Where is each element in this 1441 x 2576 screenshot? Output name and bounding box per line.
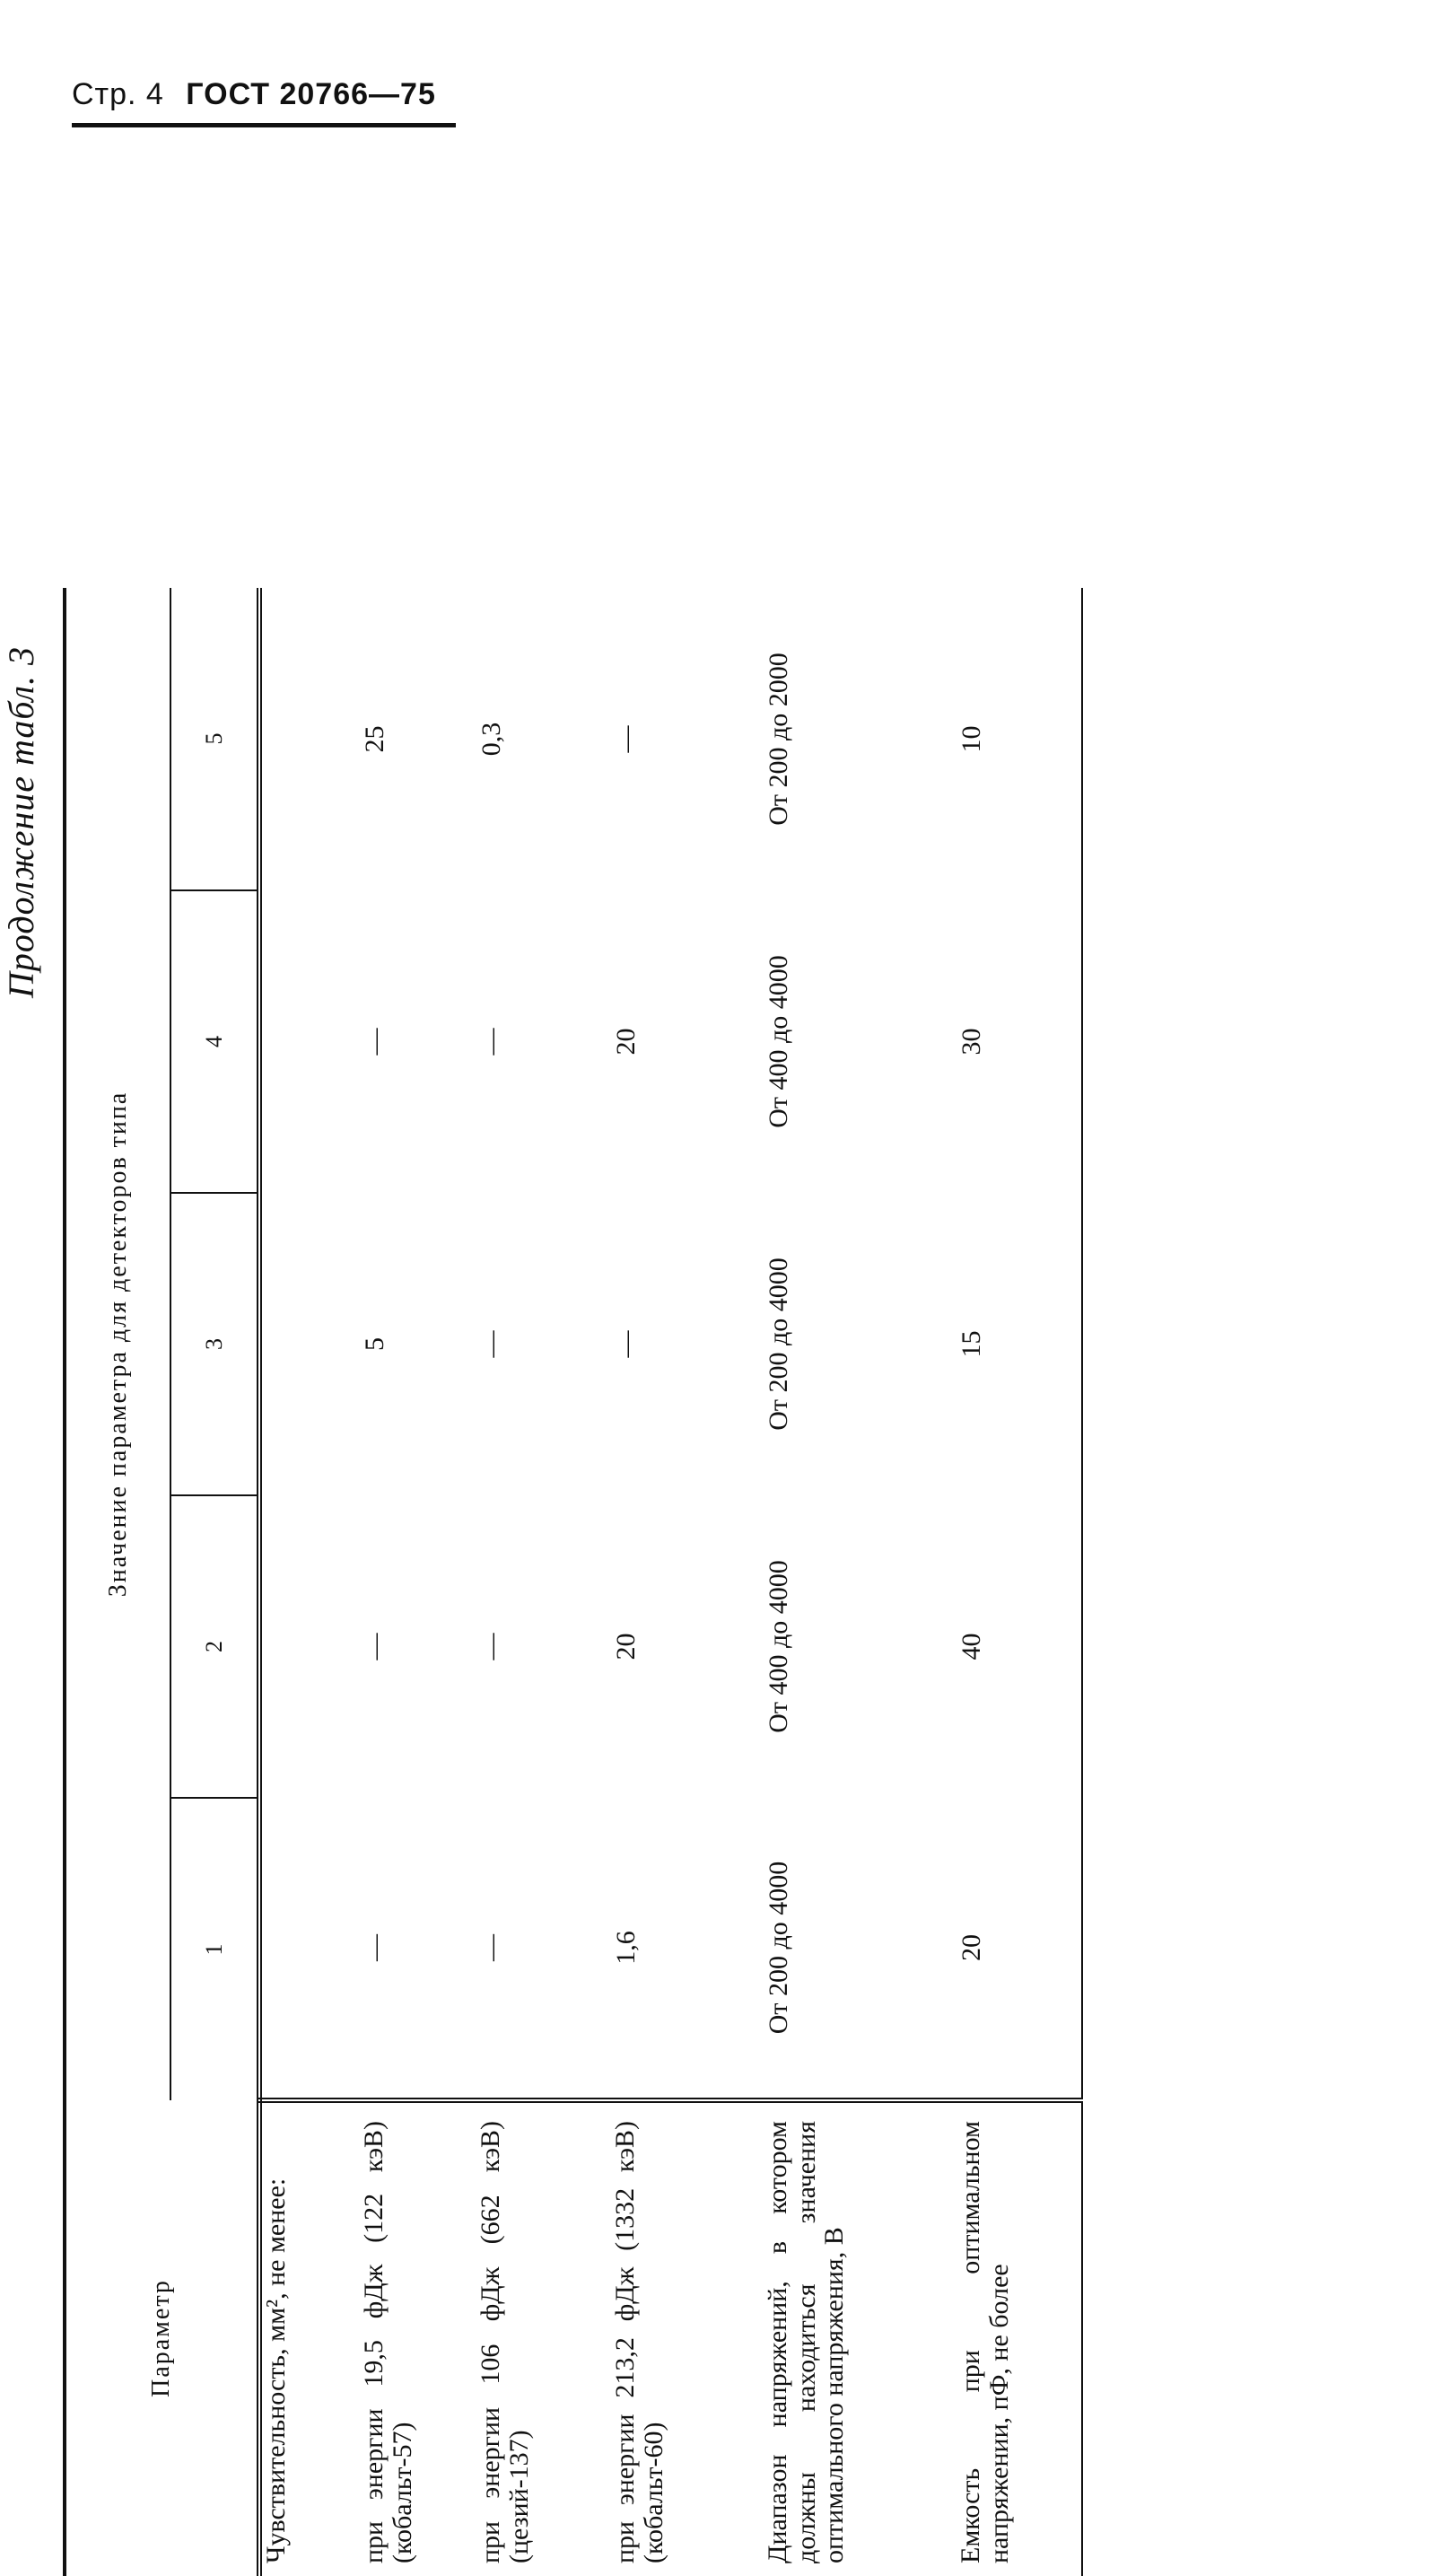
value-cell: — <box>360 1934 389 1961</box>
value-cell: — <box>611 1330 641 1358</box>
value-cell: 0,3 <box>476 722 506 757</box>
value-cell: От 200 до 2000 <box>764 653 793 826</box>
value-cell: — <box>476 1633 506 1660</box>
column-header: 5 <box>170 588 259 890</box>
value-cell: От 400 до 4000 <box>764 1560 793 1733</box>
value-cell: — <box>360 1028 389 1056</box>
value-cell: — <box>476 1934 506 1961</box>
value-cell: 40 <box>956 1495 1082 1798</box>
value-cell: 1,6 <box>611 1931 641 1965</box>
value-cell: От 200 до 4000 <box>764 1861 793 2035</box>
value-cell: 20 <box>956 1798 1082 2100</box>
value-cell: 5 <box>360 1337 389 1351</box>
value-cell <box>259 1495 360 1798</box>
continuation-label: Продолжение табл. 3 <box>1 646 41 999</box>
value-cell <box>259 890 360 1193</box>
param-cell: при энергии 19,5 фДж (122 кэВ) (кобальт-57) <box>360 2100 476 2576</box>
header-rule <box>72 123 456 127</box>
column-header: 2 <box>170 1495 259 1798</box>
value-cell: 20 <box>611 1028 641 1056</box>
table-row <box>476 588 611 2576</box>
column-header: 3 <box>170 1193 259 1495</box>
rotated-table-frame <box>0 574 1202 2576</box>
value-cell <box>259 1798 360 2100</box>
group-header: Значение параметра для детекторов типа <box>65 588 170 2100</box>
value-cell: — <box>360 1633 389 1660</box>
table-row <box>956 588 1082 2576</box>
value-cell: — <box>476 1330 506 1358</box>
value-cell: — <box>611 725 641 753</box>
value-cell: 30 <box>956 890 1082 1193</box>
param-cell: Емкость при оптимальном напряжении, пФ, не более <box>956 2100 1082 2576</box>
value-cell: 10 <box>956 588 1082 890</box>
value-cell <box>259 1193 360 1495</box>
column-header: 1 <box>200 1943 227 1956</box>
param-cell: при энергии 213,2 фДж (1332 кэВ) (кобальт-60) <box>611 2100 764 2576</box>
standard-number: ГОСТ 20766—75 <box>186 77 436 111</box>
table-row <box>259 588 360 2576</box>
table-row <box>360 588 476 2576</box>
value-cell: От 400 до 4000 <box>764 955 793 1128</box>
value-cell: 15 <box>956 1193 1082 1495</box>
param-cell: Диапазон напряжений, в котором должны находиться значения оптимального напряжения, В <box>764 2100 956 2576</box>
value-cell <box>259 588 360 890</box>
column-header: 4 <box>170 890 259 1193</box>
table-row <box>764 588 956 2576</box>
page-number: Стр. 4 <box>72 77 164 111</box>
param-column-header: Параметр <box>65 2100 259 2576</box>
value-cell: 20 <box>611 1633 641 1660</box>
value-cell: От 200 до 4000 <box>764 1257 793 1431</box>
param-cell: при энергии 106 фДж (662 кэВ) (цезий-137) <box>476 2100 611 2576</box>
table-row <box>611 588 764 2576</box>
param-cell: Чувствительность, мм², не менее: <box>259 2100 360 2576</box>
value-cell: — <box>476 1028 506 1056</box>
parameter-table <box>63 588 1083 2576</box>
value-cell: 25 <box>360 725 389 753</box>
page-header <box>72 77 436 112</box>
